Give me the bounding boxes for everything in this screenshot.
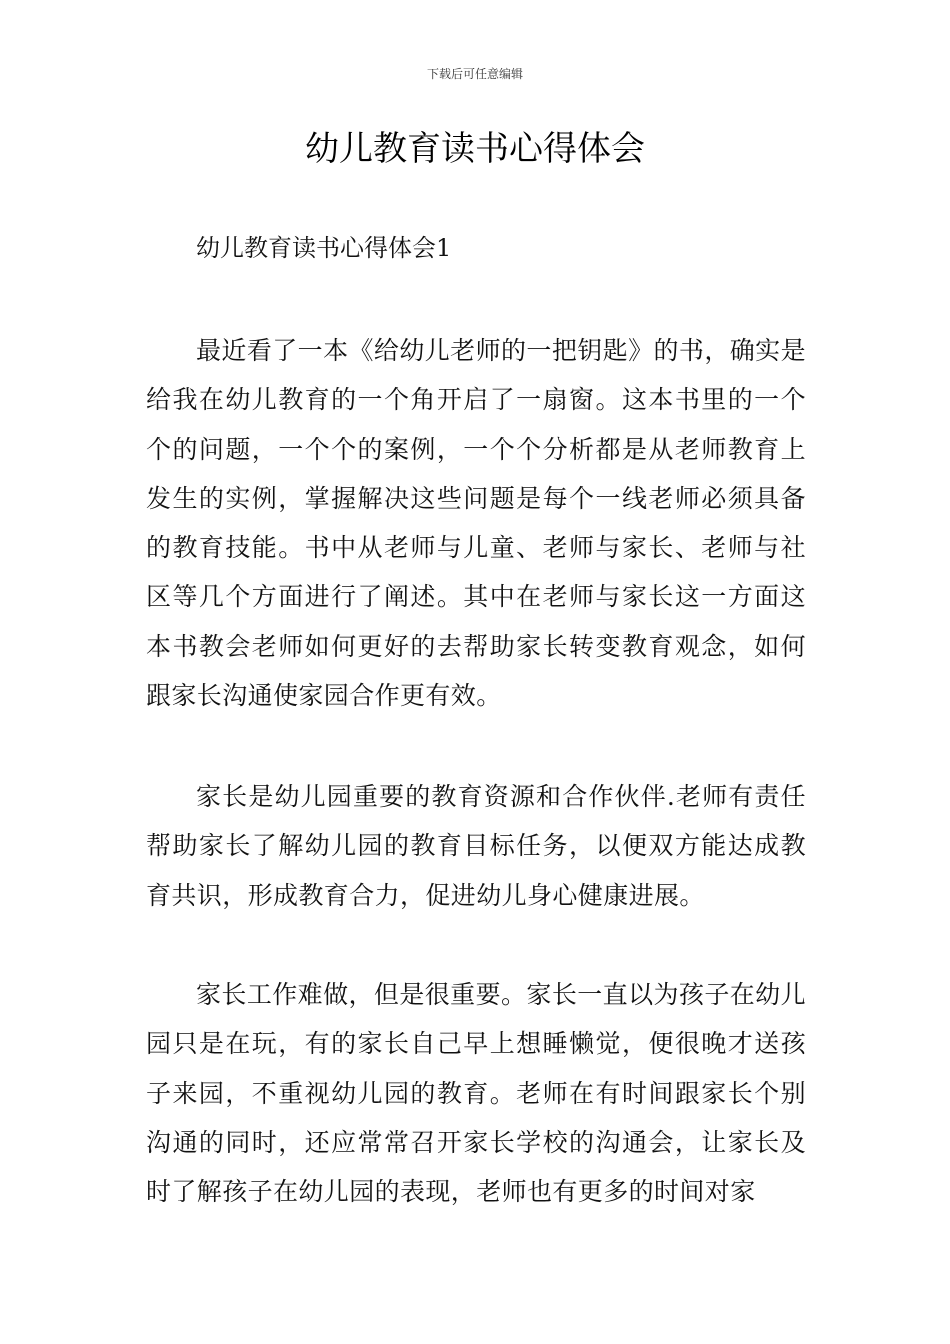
body-paragraph: 家长工作难做，但是很重要。家长一直以为孩子在幼儿园只是在玩，有的家长自己早上想睡懒觉，便很晚才送孩子来园，不重视幼儿园的教育。老师在有时间跟家长个别沟通的同时，还应常常召开家长学校的沟通会，让家长及时了解孩子在幼儿园的表现，老师也有更多的时间对家: [146, 980, 806, 1207]
header-note: 下载后可任意编辑: [426, 67, 523, 81]
section-heading: 幼儿教育读书心得体会1: [196, 234, 452, 262]
document-title: 幼儿教育读书心得体会: [305, 129, 645, 169]
body-paragraph: 最近看了一本《给幼儿老师的一把钥匙》的书，确实是给我在幼儿教育的一个角开启了一扇窗。这本书里的一个个的问题，一个个的案例，一个个分析都是从老师教育上发生的实例，掌握解决这些问题是每个一线老师必须具备的教育技能。书中从老师与儿童、老师与家长、老师与社区等几个方面进行了阐述。其中在老师与家长这一方面这本书教会老师如何更好的去帮助家长转变教育观念，如何跟家长沟通使家园合作更有效。: [146, 336, 806, 711]
body-paragraph: 家长是幼儿园重要的教育资源和合作伙伴.老师有责任帮助家长了解幼儿园的教育目标任务，以便双方能达成教育共识，形成教育合力，促进幼儿身心健康进展。: [146, 782, 806, 910]
